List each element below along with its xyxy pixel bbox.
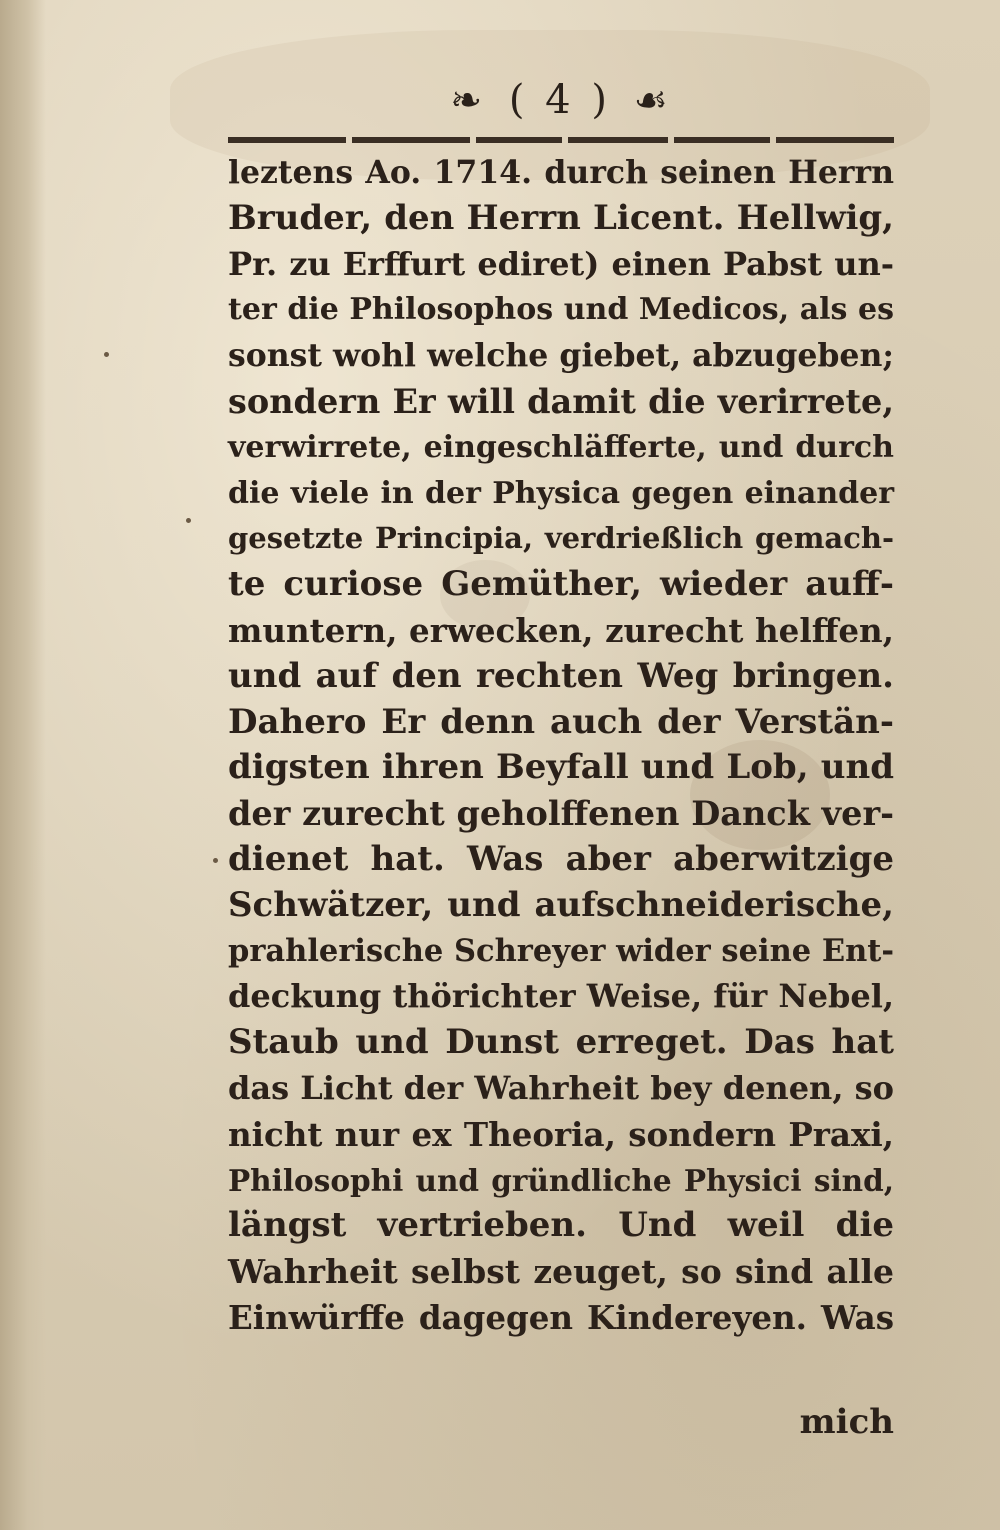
rule-segment bbox=[476, 137, 562, 143]
text-line: die viele in der Physica gegen einander bbox=[228, 475, 894, 511]
page-gutter-shadow bbox=[0, 0, 46, 1530]
left-ornament-icon: ❧ bbox=[450, 78, 487, 122]
text-line: leztens Ao. 1714. durch seinen Herrn bbox=[228, 154, 894, 191]
text-line: Schwätzer, und aufschneiderische, bbox=[228, 884, 894, 925]
body-text bbox=[228, 150, 894, 1341]
text-line: nicht nur ex Theoria, sondern Praxi, bbox=[228, 1114, 894, 1154]
text-line: gesetzte Principia, verdrießlich gemach- bbox=[228, 521, 894, 556]
header-rule bbox=[228, 134, 894, 146]
rule-segment bbox=[568, 137, 668, 143]
text-line: Dahero Er denn auch der Verstän- bbox=[228, 701, 894, 742]
text-line: und auf den rechten Weg bringen. bbox=[228, 655, 894, 696]
text-line: längst vertrieben. Und weil die bbox=[228, 1205, 894, 1246]
text-line: Bruder, den Herrn Licent. Hellwig, bbox=[228, 197, 894, 238]
paper-speck bbox=[186, 518, 191, 523]
rule-segment bbox=[776, 137, 894, 143]
rule-segment bbox=[352, 137, 470, 143]
text-line: deckung thörichter Weise, für Nebel, bbox=[228, 977, 894, 1016]
text-line: das Licht der Wahrheit bey denen, so bbox=[228, 1068, 894, 1107]
catchword: mich bbox=[799, 1402, 894, 1442]
text-line: dienet hat. Was aber aberwitzige bbox=[228, 838, 894, 879]
text-line: Philosophi und gründliche Physici sind, bbox=[228, 1162, 894, 1198]
text-line: der zurecht geholffenen Danck ver- bbox=[228, 794, 894, 834]
text-line: Einwürffe dagegen Kindereyen. Was bbox=[228, 1297, 894, 1337]
text-line: te curiose Gemüther, wieder auff- bbox=[228, 564, 894, 605]
text-line: muntern, erwecken, zurecht helffen, bbox=[228, 610, 894, 650]
text-line: Pr. zu Erffurt ediret) einen Pabst un- bbox=[228, 244, 894, 283]
text-line: prahlerische Schreyer wider seine Ent- bbox=[228, 932, 894, 969]
rule-segment bbox=[228, 137, 346, 143]
text-line: ter die Philosophos und Medicos, als es bbox=[228, 292, 894, 328]
page-header bbox=[228, 74, 894, 123]
text-line: sonst wohl welche giebet, abzugeben; bbox=[228, 337, 894, 375]
text-line: Staub und Dunst erreget. Das hat bbox=[228, 1022, 894, 1063]
text-line: digsten ihren Beyfall und Lob, und bbox=[228, 747, 894, 788]
rule-segment bbox=[674, 137, 770, 143]
right-ornament-icon: ☙ bbox=[633, 78, 672, 122]
text-line: verwirrete, eingeschläfferte, und durch bbox=[228, 429, 894, 465]
paper-speck bbox=[104, 352, 109, 357]
page-number: ( 4 ) bbox=[508, 77, 611, 123]
text-line: Wahrheit selbst zeuget, so sind alle bbox=[228, 1252, 894, 1292]
text-line: sondern Er will damit die verirrete, bbox=[228, 381, 894, 421]
paper-speck bbox=[213, 858, 218, 863]
